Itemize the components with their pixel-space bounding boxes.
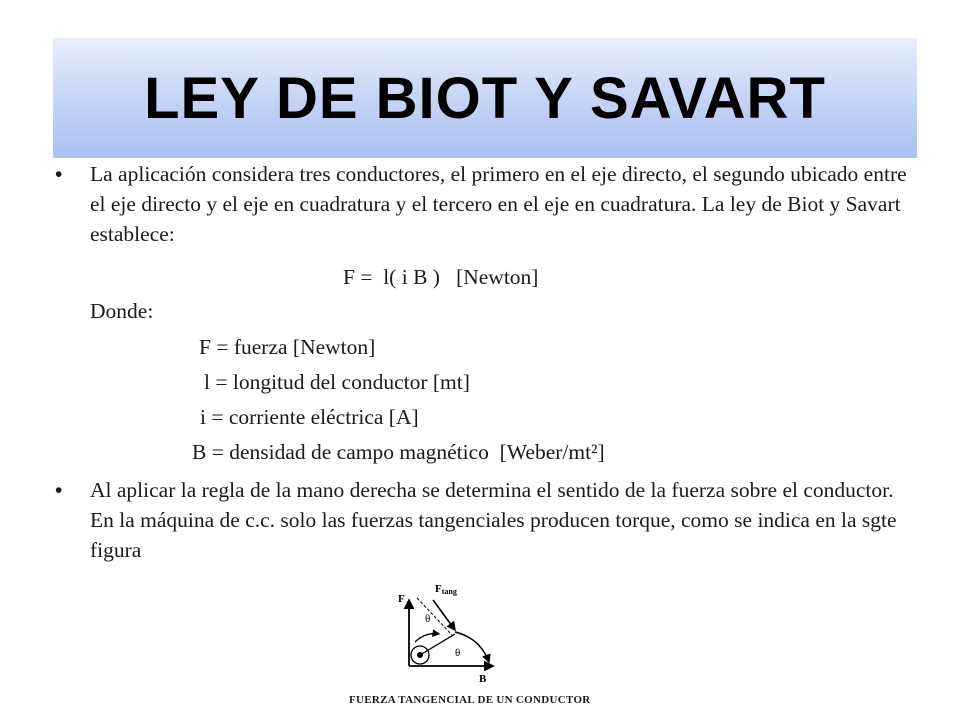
bullet-icon: • — [55, 479, 63, 502]
label-theta-lower: θ — [455, 647, 461, 659]
inner-arc — [415, 634, 439, 642]
definition-i: i = corriente eléctrica [A] — [200, 405, 419, 429]
paragraph-intro: La aplicación considera tres conductores, el primero en el eje directo, el segundo ubicado entre el eje directo y el eje en cuadratura y el tercero en el eje en cuadratura. La ley de Biot y Savart establece: — [90, 162, 907, 246]
tangential-force-diagram — [395, 578, 515, 690]
tangential-force-arrow — [433, 600, 455, 630]
label-F: F — [398, 593, 405, 605]
label-F-tang: Ftang — [435, 583, 457, 596]
label-theta-upper: θ — [425, 613, 431, 625]
label-tang-sub: tang — [441, 587, 457, 596]
bullet-icon: • — [55, 163, 63, 186]
definition-F: F = fuerza [Newton] — [199, 335, 376, 359]
definition-B: B = densidad de campo magnético [Weber/mt²] — [192, 440, 605, 464]
conductor-dot — [417, 652, 423, 658]
definition-l: l = longitud del conductor [mt] — [204, 370, 470, 394]
slide-title: LEY DE BIOT Y SAVART — [144, 65, 826, 131]
paragraph-rule: Al aplicar la regla de la mano derecha se determina el sentido de la fuerza sobre el conductor. En la máquina de c.c. solo las fuerzas tangenciales producen torque, como se indica en la sgte figura — [90, 478, 897, 562]
title-banner — [53, 38, 917, 158]
label-B: B — [479, 673, 487, 685]
radius-line — [420, 634, 455, 655]
figure-caption: FUERZA TANGENCIAL DE UN CONDUCTOR — [349, 694, 591, 706]
donde-label: Donde: — [90, 299, 154, 323]
formula: F = l( i B ) [Newton] — [343, 265, 539, 289]
